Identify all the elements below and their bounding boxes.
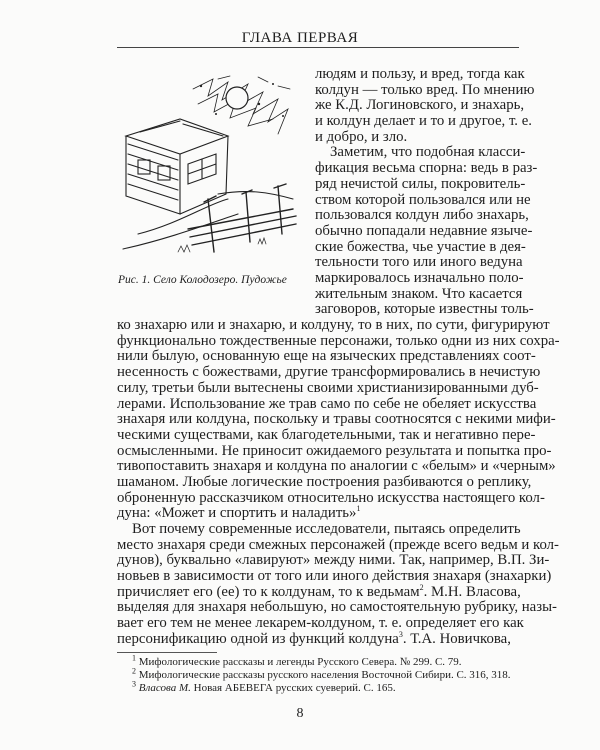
text-line: колдун — только вред. По мнению bbox=[315, 81, 535, 98]
footnote-ref: 2 bbox=[419, 582, 424, 592]
footnote bbox=[132, 679, 396, 694]
text-line bbox=[117, 505, 519, 522]
text-line: осмысленными. Не приносит ожидаемого результата и попытка про- bbox=[117, 442, 552, 459]
text-line: функционально тождественные персонажи, только одни из них сохра- bbox=[117, 332, 560, 349]
text-line: нили былую, основанную еще на языческих представлениях соот- bbox=[117, 348, 536, 365]
text-line: тивопоставить знахаря и колдуна по аналогии с «белым» и «черным» bbox=[117, 458, 556, 475]
footnote-text: Мифологические рассказы русского населения Восточной Сибири. С. 316, 318. bbox=[138, 669, 511, 681]
text-fragment: причисляет его (ее) то к колдунам, то к ведьмам bbox=[117, 583, 420, 600]
text-line: ством которой пользовался или не bbox=[315, 191, 531, 208]
text-line: ко знахарю или и знахарю, и колдуну, то в них, по сути, фигурируют bbox=[117, 317, 550, 334]
footnote-text: Новая АБЕВЕГА русских суеверий. С. 165. bbox=[190, 682, 396, 694]
text-line: обычно попадали недавние языче- bbox=[315, 222, 533, 239]
text-line: ские божества, чье участие в дея- bbox=[315, 238, 526, 255]
text-fragment: дуна: «Может и спортить и наладить» bbox=[117, 505, 357, 522]
text-line: Заметим, что подобная класси- bbox=[330, 144, 526, 161]
text-line: вает его тем не менее лекарем-колдуном, т. е. определяет его как bbox=[117, 615, 524, 632]
footnote-number: 2 bbox=[132, 666, 136, 676]
text-line: людям и пользу, и вред, тогда как bbox=[315, 66, 525, 82]
text-line: Вот почему современные исследователи, пытаясь определить bbox=[132, 521, 521, 538]
text-fragment: . М.Н. Власова, bbox=[423, 583, 521, 600]
header-rule bbox=[117, 47, 519, 48]
fence bbox=[188, 184, 296, 252]
footnote-number: 3 bbox=[132, 679, 136, 689]
text-line: шаманом. Любые логические построения разбиваются о реплику, bbox=[117, 473, 532, 490]
text-line: силу, третьи были вытеснены своими христианизированными дуб- bbox=[117, 379, 539, 396]
text-line: место знахаря среди смежных персонажей (прежде всего ведьм и кол- bbox=[117, 536, 559, 553]
text-line bbox=[117, 631, 519, 648]
text-line bbox=[117, 584, 519, 601]
footnote-number: 1 bbox=[132, 653, 136, 663]
footnote-author: Власова М. bbox=[138, 682, 191, 694]
text-line: фикация весьма спорна: ведь в раз- bbox=[315, 160, 538, 177]
text-line: ряд нечистой силы, покровитель- bbox=[315, 175, 526, 192]
text-line: маркировалось изначально поло- bbox=[315, 269, 524, 286]
text-line: жительным знаком. Что касается bbox=[315, 285, 523, 302]
footnote bbox=[132, 666, 511, 681]
grass bbox=[178, 238, 266, 252]
text-line: и колдун делает и то и другое, т. е. bbox=[315, 113, 532, 130]
text-line: дунов), буквально «лавируют» между ними. Так, например, В.П. Зи- bbox=[117, 552, 550, 569]
text-line: знахаря или колдуна, поскольку и травы соотносятся с некими мифи- bbox=[117, 411, 556, 428]
footnote-ref: 3 bbox=[398, 629, 403, 639]
text-line: несенность с божествами, другие трансформировались в нечистую bbox=[117, 364, 541, 381]
text-fragment: персонификацию одной из функций колдуна bbox=[117, 630, 399, 647]
text-line: же К.Д. Логиновского, и знахарь, bbox=[315, 97, 525, 114]
text-fragment: . Т.А. Новичкова, bbox=[402, 630, 511, 647]
footnote bbox=[132, 653, 462, 668]
village-illustration bbox=[118, 74, 298, 259]
house bbox=[126, 119, 228, 214]
footnote-text: Мифологические рассказы и легенды Русского Севера. № 299. С. 79. bbox=[138, 656, 462, 668]
text-line: выделяя для знахаря небольшую, но самостоятельную рубрику, назы- bbox=[117, 599, 557, 616]
text-line: пользовался колдун либо знахарь, bbox=[315, 207, 529, 224]
page-number: 8 bbox=[296, 706, 304, 721]
moon bbox=[226, 87, 248, 109]
text-line: тельности того или иного ведуна bbox=[315, 254, 523, 271]
text-line: ческими существами, как благодетельными, так и негативно пере- bbox=[117, 426, 536, 443]
text-line: лерами. Использование же трав само по себе не обеляет искусства bbox=[117, 395, 537, 412]
text-line: оброненную рассказчиком относительно искусства настоящего кол- bbox=[117, 489, 545, 506]
figure-caption: Рис. 1. Село Колодозеро. Пудожье bbox=[118, 274, 287, 286]
text-line: новьев в зависимости от того или иного действия знахаря (знахарки) bbox=[117, 568, 552, 585]
text-line: и добро, и зло. bbox=[315, 128, 408, 145]
text-line: заговоров, которые известны толь- bbox=[315, 301, 534, 318]
footnote-ref: 1 bbox=[356, 504, 361, 514]
running-header: ГЛАВА ПЕРВАЯ bbox=[241, 30, 359, 46]
